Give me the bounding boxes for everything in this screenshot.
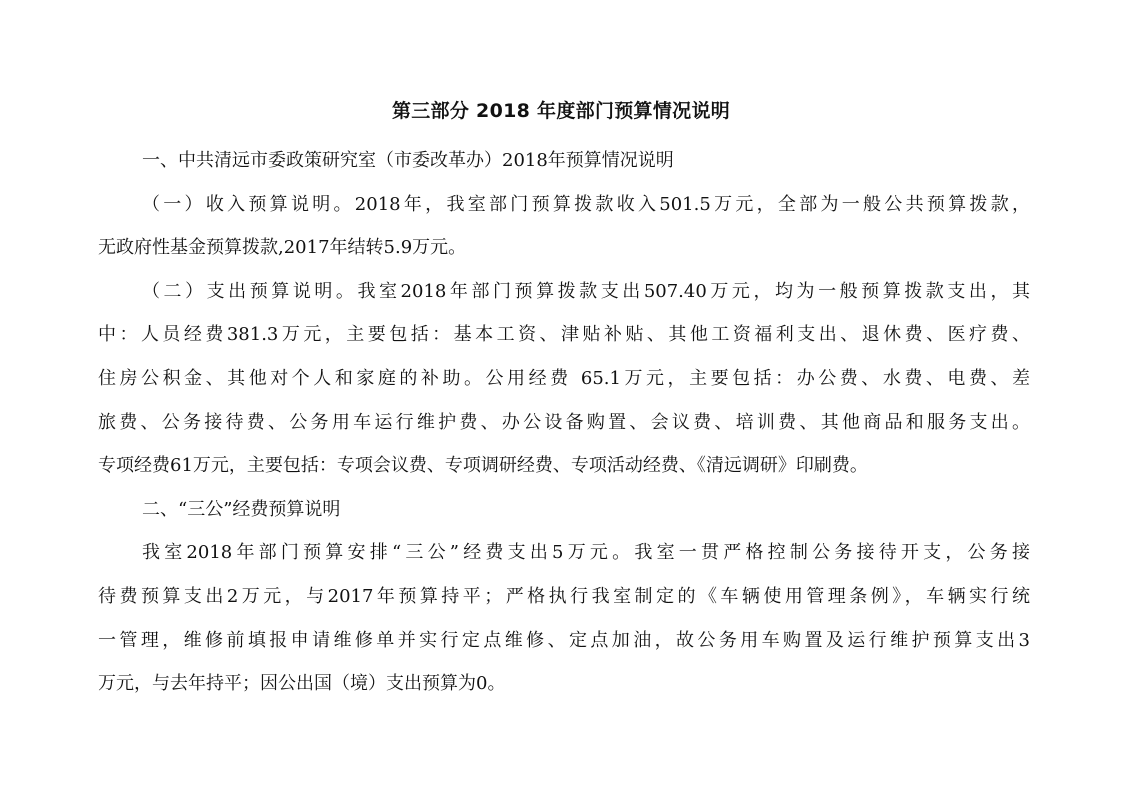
section-heading-three-public: 二、“三公”经费预算说明: [142, 498, 341, 520]
paragraph-line: 无政府性基金预算拨款,2017年结转5.9万元。: [98, 237, 467, 259]
document-body: [98, 139, 1030, 706]
section-heading-budget-overview: 一、中共清远市委政策研究室（市委改革办）2018年预算情况说明: [142, 150, 674, 171]
paragraph-line: 中：人员经费381.3万元，主要包括：基本工资、津贴补贴、其他工资福利支出、退休费、医疗费、: [98, 324, 1030, 346]
paragraph-line: （二）支出预算说明。我室2018年部门预算拨款支出507.40万元，均为一般预算拨款支出，其: [142, 280, 1030, 302]
paragraph-line: 待费预算支出2万元，与2017年预算持平；严格执行我室制定的《车辆使用管理条例》，车辆实行统: [98, 585, 1030, 607]
paragraph-line: 我室2018年部门预算安排“三公”经费支出5万元。我室一贯严格控制公务接待开支，公务接: [142, 542, 1030, 564]
paragraph-line: （一）收入预算说明。2018年，我室部门预算拨款收入501.5万元，全部为一般公共预算拨款，: [142, 193, 1030, 215]
paragraph-line: 万元，与去年持平；因公出国（境）支出预算为0。: [98, 673, 506, 695]
paragraph-line: 专项经费61万元，主要包括：专项会议费、专项调研经费、专项活动经费、《清远调研》印刷费。: [98, 455, 868, 477]
paragraph-line: 住房公积金、其他对个人和家庭的补助。公用经费 65.1万元，主要包括：办公费、水费、电费、差: [98, 367, 1030, 389]
paragraph-line: 旅费、公务接待费、公务用车运行维护费、办公设备购置、会议费、培训费、其他商品和服务支出。: [98, 411, 1030, 433]
page-title: 第三部分 2018 年度部门预算情况说明: [391, 100, 731, 122]
paragraph-line: 一管理，维修前填报申请维修单并实行定点维修、定点加油，故公务用车购置及运行维护预算支出3: [98, 629, 1030, 651]
